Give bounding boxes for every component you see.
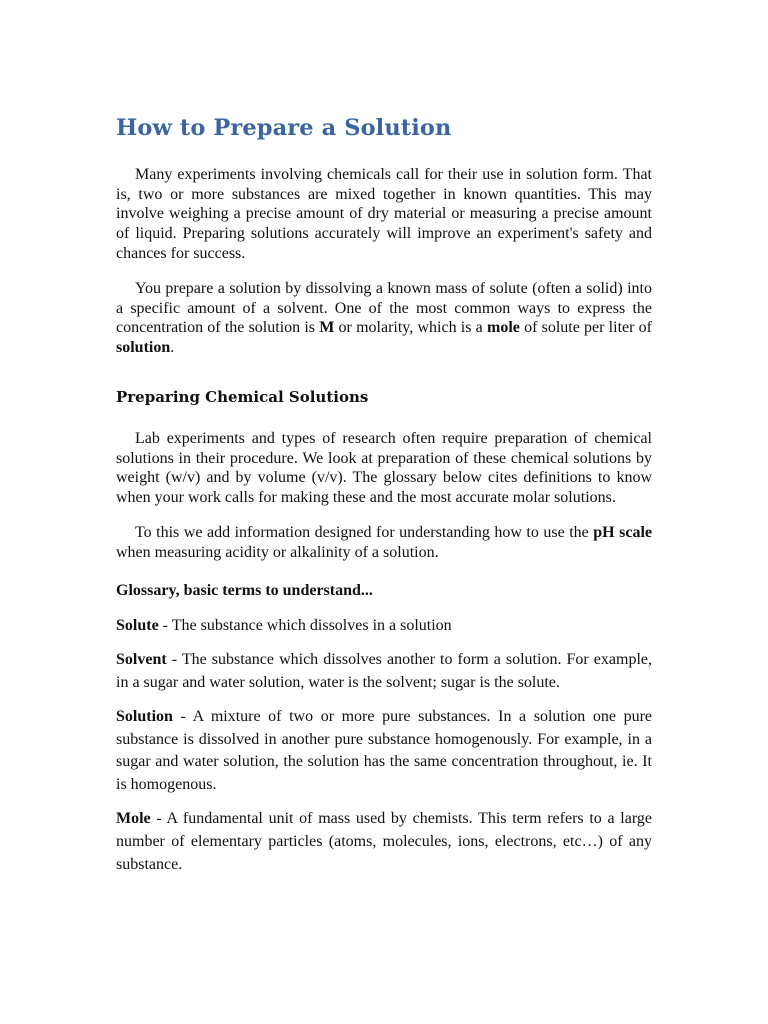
intro-p2-text-1: You prepare a solution by dissolving a known mass of solute (often a solid) into a specific amount of a solvent. One of the most common ways to express the concentration of the solution is [116,280,652,337]
page-title: How to Prepare a Solution [116,115,452,141]
glossary-term: Solvent [116,651,167,669]
glossary-term: Mole [116,810,151,828]
glossary-separator: - [166,651,182,669]
intro-paragraph-1: Many experiments involving chemicals call for their use in solution form. That is, two or more substances are mixed together in known quantities. This may involve weighing a precise amount of dry material or measuring a precise amount of liquid. Preparing solutions accurately will improve an experiment's safety and chances for success. [116,166,652,262]
section-p2-bold-ph-scale: pH scale [593,524,653,542]
glossary-term: Solute [116,617,159,635]
intro-p2-bold-solution: solution [116,339,171,356]
section-paragraph-1: Lab experiments and types of research often require preparation of chemical solutions in their procedure. We look at preparation of these chemical solutions by weight (w/v) and by volume (v/v). The glossary below cites definitions to know when your work calls for making these and the most accurate molar solutions. [116,430,652,506]
glossary-entry-solute [116,615,652,638]
section-heading: Preparing Chemical Solutions [116,387,369,406]
glossary-separator: - [158,617,172,635]
glossary-term: Solution [116,707,173,725]
glossary-entry-solution [116,706,652,797]
intro-p2-bold-mole: mole [486,319,520,337]
intro-p2-bold-molarity-symbol: M [319,319,335,337]
glossary-heading: Glossary, basic terms to understand... [116,581,373,599]
glossary-entry-solvent [116,649,652,695]
intro-p2-text-2: or molarity, which is a [334,319,487,337]
intro-p2-text-4: . [170,339,175,356]
intro-paragraph-2 [116,279,652,357]
section-paragraph-2 [116,523,652,562]
section-p2-text-2: when measuring acidity or alkalinity of a solution. [116,544,439,562]
glossary-separator: - [150,810,167,828]
intro-p2-text-3: of solute per liter of [519,319,652,337]
glossary-definition: A fundamental unit of mass used by chemists. This term refers to a large number of elementary particles (atoms, molecules, ions, electrons, etc…) of any substance. [116,810,652,873]
glossary-definition: The substance which dissolves in a solution [171,617,452,635]
glossary-definition: A mixture of two or more pure substances. In a solution one pure substance is dissolved in another pure substance homogenously. For example, in a sugar and water solution, the solution has the same concentration throughout, ie. It is homogenous. [116,707,652,794]
glossary-definition: The substance which dissolves another to form a solution. For example, in a sugar and water solution, water is the solvent; sugar is the solute. [116,651,652,692]
glossary-separator: - [172,707,193,725]
glossary-entry-mole [116,808,652,876]
section-p2-text-1: To this we add information designed for understanding how to use the [135,524,594,542]
